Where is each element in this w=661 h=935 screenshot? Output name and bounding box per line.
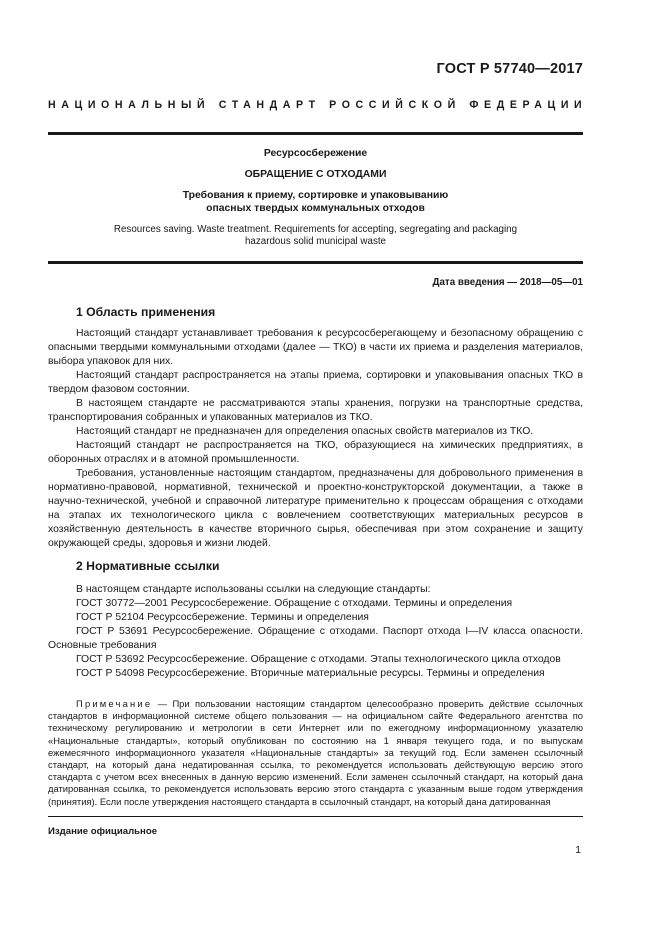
- reference-gost-r-53692: ГОСТ Р 53692 Ресурсосбережение. Обращение с отходами. Этапы технологического цикла отходов: [76, 654, 561, 665]
- note-block: [48, 698, 583, 808]
- subtitle-line-1: Требования к приему, сортировке и упаковыванию: [182, 190, 449, 201]
- reference-gost-r-53691: ГОСТ Р 53691 Ресурсосбережение. Обращение с отходами. Паспорт отхода I—IV класса опасности. Основные требования: [48, 626, 583, 651]
- category-title: Ресурсосбережение: [263, 148, 368, 159]
- section-1-paragraph: Настоящий стандарт распространяется на этапы приема, сортировки и упаковывания опасных ТКО в твердом фазовом состоянии.: [48, 370, 583, 395]
- section-2-body: [48, 583, 583, 681]
- footer-divider: [48, 816, 583, 817]
- reference-gost-r-54098: ГОСТ Р 54098 Ресурсосбережение. Вторичные материальные ресурсы. Термины и определения: [76, 668, 545, 679]
- title-divider: [48, 261, 583, 264]
- official-edition-label: Издание официальное: [48, 826, 158, 837]
- note-text: — При пользовании настоящим стандартом целесообразно проверить действие ссылочных стандартов в информационной системе общего пользования — на официальном сайте Федерального агентства по техническому регулированию и метрологии в сети Интернет или по ежегодному информационному указателю «Национальные стандарты», который опубликован по состоянию на 1 января текущего года, и по выпускам ежемесячного информационного указателя «Национальные стандарты» за текущий год. Если заменен ссылочный стандарт, на который дана недатированная ссылка, то рекомендуется использовать действующую версию этого стандарта с учетом всех внесенных в данную версию изменений. Если заменен ссылочный стандарт, на который дана датированная ссылка, то рекомендуется использовать версию этого стандарта с указанным выше годом утверждения (принятия). Если после утверждения настоящего стандарта в ссылочный стандарт, на который дана датированная: [48, 698, 583, 807]
- subtitle-line-2: опасных твердых коммунальных отходов: [206, 203, 425, 214]
- header-divider: [48, 132, 583, 135]
- introduction-date: Дата введения — 2018—05—01: [432, 277, 583, 288]
- section-2-heading: 2 Нормативные ссылки: [76, 559, 220, 573]
- reference-gost-30772: ГОСТ 30772—2001 Ресурсосбережение. Обращение с отходами. Термины и определения: [76, 598, 513, 609]
- section-1-body: [48, 327, 583, 551]
- section-1-paragraph: Настоящий стандарт не распространяется на ТКО, образующиеся на химических предприятиях, в оборонных отраслях и в атомной промышленности.: [48, 440, 583, 465]
- page-number: 1: [575, 845, 581, 856]
- document-code: ГОСТ Р 57740—2017: [436, 61, 583, 77]
- english-title-line-1: Resources saving. Waste treatment. Requirements for accepting, segregating and packaging: [113, 224, 518, 235]
- section-2-paragraph: В настоящем стандарте использованы ссылки на следующие стандарты:: [76, 584, 431, 595]
- section-1-paragraph: Настоящий стандарт устанавливает требования к ресурсосберегающему и безопасному обращению с опасными твердыми коммунальными отходами (далее — ТКО) в части их приема и разделения материалов, выбора упаковок для них.: [48, 328, 583, 367]
- main-title: ОБРАЩЕНИЕ С ОТХОДАМИ: [244, 169, 387, 180]
- national-standard-banner: НАЦИОНАЛЬНЫЙ СТАНДАРТ РОССИЙСКОЙ ФЕДЕРАЦИИ: [48, 99, 588, 111]
- english-title-line-2: hazardous solid municipal waste: [244, 236, 387, 247]
- reference-gost-r-52104: ГОСТ Р 52104 Ресурсосбережение. Термины и определения: [76, 612, 369, 623]
- section-1-heading: 1 Область применения: [76, 305, 216, 319]
- section-1-paragraph: Настоящий стандарт не предназначен для определения опасных свойств материалов из ТКО.: [76, 426, 534, 437]
- note-label: Примечание: [76, 698, 153, 709]
- section-1-paragraph: Требования, установленные настоящим стандартом, предназначены для добровольного применения в нормативно-правовой, нормативной, технической и проектно-конструкторской документации, а также в научно-технической, учебной и справочной литературе применительно к процессам обращения с отходами на этапах их технологического цикла с вовлечением соответствующих материальных ресурсов в хозяйственную деятельность в качестве вторичного сырья, обеспечивая при этом сохранение и защиту окружающей среды, здоровья и жизни людей.: [48, 468, 583, 549]
- section-1-paragraph: В настоящем стандарте не рассматриваются этапы хранения, погрузки на транспортные средства, транспортирования собранных и упакованных материалов из ТКО.: [48, 398, 583, 423]
